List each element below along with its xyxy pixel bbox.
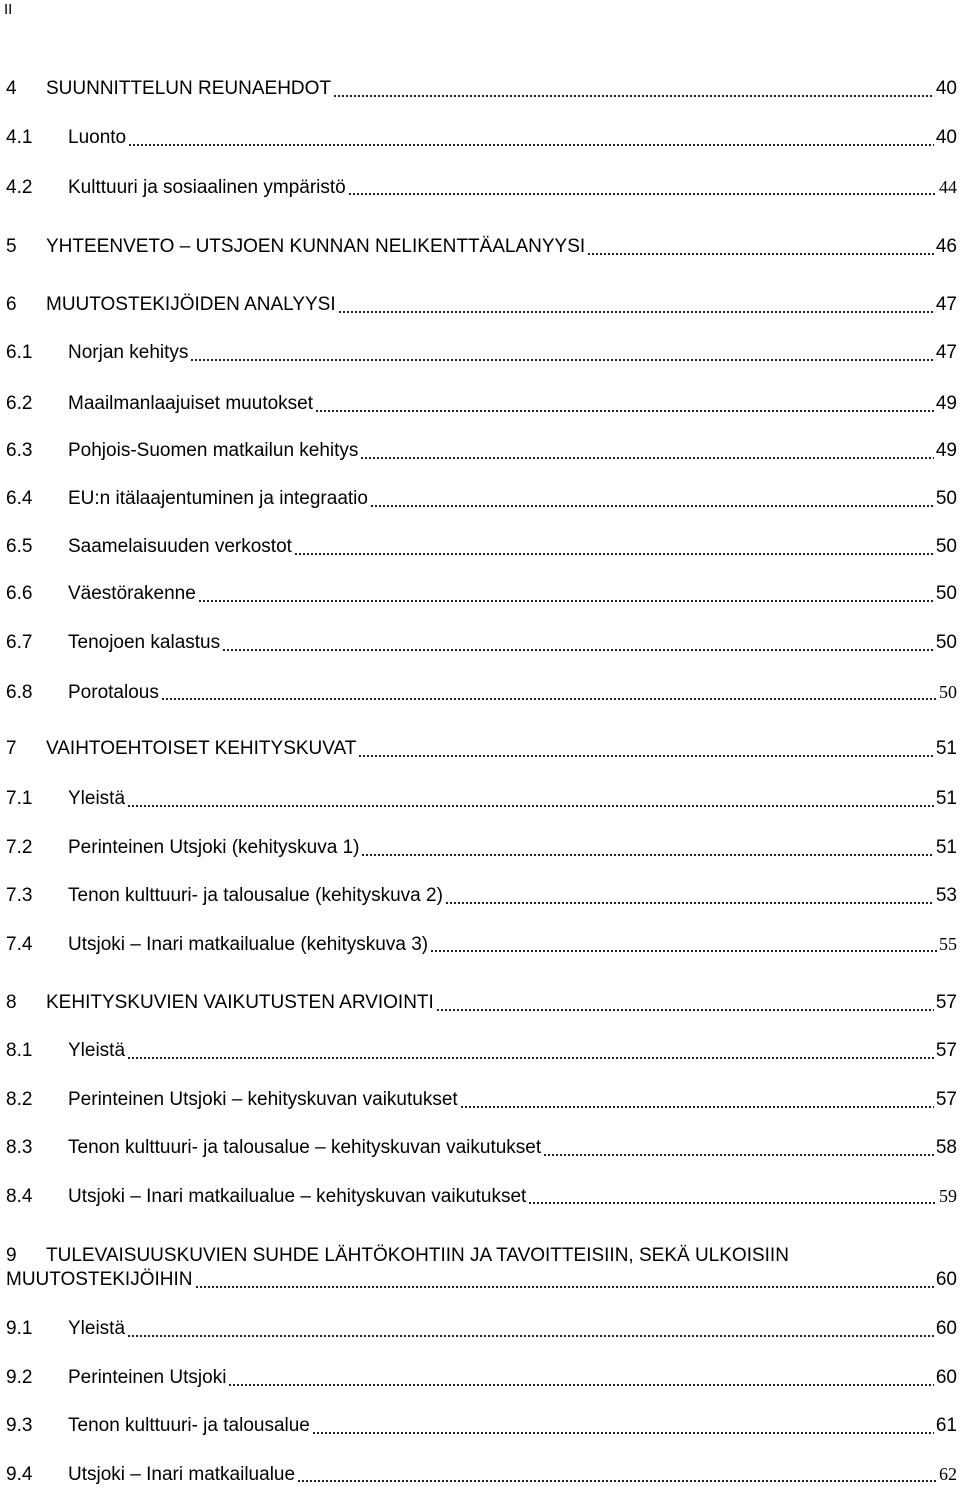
toc-entry[interactable] [6, 1088, 957, 1112]
toc-leader-dots [315, 409, 934, 413]
toc-leader-dots [370, 504, 934, 508]
toc-entry-page: 50 [935, 488, 957, 509]
toc-leader-dots [228, 1383, 933, 1387]
page-number: II [4, 1, 13, 18]
toc-entry-title: Utsjoki – Inari matkailualue – kehityskuvan vaikutukset [68, 1186, 527, 1207]
toc-entry[interactable] [6, 1366, 957, 1390]
toc-entry[interactable] [6, 392, 957, 416]
toc-leader-dots [543, 1153, 934, 1157]
toc-entry-page: 40 [935, 127, 957, 148]
toc-leader-dots [528, 1201, 937, 1205]
toc-entry-page: 50 [935, 536, 957, 557]
toc-entry[interactable] [6, 680, 957, 704]
toc-entry-number: 6.7 [6, 632, 33, 653]
toc-entry-title: Yleistä [68, 1318, 126, 1339]
toc-entry-number: 7.3 [6, 885, 33, 906]
toc-entry-title: Utsjoki – Inari matkailualue (kehityskuva 3) [68, 934, 429, 955]
toc-entry[interactable] [6, 787, 957, 811]
toc-entry-page: 53 [935, 885, 957, 906]
toc-entry-page: 62 [939, 1464, 957, 1484]
toc-leader-dots [430, 949, 937, 953]
toc-entry-page: 46 [935, 236, 957, 257]
toc-entry[interactable] [6, 582, 957, 606]
toc-entry-page: 61 [935, 1415, 957, 1436]
toc-entry[interactable] [6, 737, 957, 761]
toc-entry-page: 57 [935, 1040, 957, 1061]
toc-entry-title: Väestörakenne [68, 583, 196, 604]
toc-leader-dots [333, 94, 934, 98]
toc-entry-title: Luonto [68, 127, 127, 148]
toc-entry[interactable] [6, 991, 957, 1015]
toc-entry-number: 4.2 [6, 177, 33, 198]
toc-entry-page: 50 [939, 682, 957, 702]
toc-leader-dots [294, 552, 934, 556]
toc-leader-dots [297, 1479, 937, 1483]
toc-leader-dots [358, 754, 933, 758]
toc-entry-number: 8.2 [6, 1089, 33, 1110]
toc-entry-title: Pohjois-Suomen matkailun kehitys [68, 440, 359, 461]
toc-entry[interactable] [6, 836, 957, 860]
toc-leader-dots [195, 1285, 934, 1289]
toc-entry-number: 8.1 [6, 1040, 33, 1061]
toc-entry-number: 6 [6, 294, 17, 315]
toc-entry-page: 49 [935, 440, 957, 461]
toc-entry-page: 60 [935, 1367, 957, 1388]
toc-entry-number: 6.3 [6, 440, 33, 461]
toc-entry[interactable] [6, 293, 957, 317]
toc-entry-page: 60 [935, 1318, 957, 1339]
toc-leader-dots [222, 648, 934, 652]
toc-entry-title: Kulttuuri ja sosiaalinen ympäristö [68, 177, 346, 198]
toc-entry[interactable] [6, 631, 957, 655]
toc-entry-number: 8 [6, 992, 17, 1013]
toc-entry-number: 7.1 [6, 788, 33, 809]
toc-entry-page: 60 [935, 1269, 957, 1290]
toc-entry-number: 9.2 [6, 1367, 33, 1388]
toc-entry-title: KEHITYSKUVIEN VAIKUTUSTEN ARVIOINTI [46, 992, 434, 1013]
toc-entry-title: VAIHTOEHTOISET KEHITYSKUVAT [46, 738, 357, 759]
toc-entry-title: Yleistä [68, 1040, 126, 1061]
toc-entry[interactable] [6, 1414, 957, 1438]
toc-entry[interactable] [6, 175, 957, 199]
toc-entry-page: 44 [939, 177, 957, 197]
toc-entry-number: 8.3 [6, 1137, 33, 1158]
toc-entry-title: Norjan kehitys [68, 342, 189, 363]
toc-entry[interactable] [6, 1462, 957, 1486]
toc-entry-title: Perinteinen Utsjoki [68, 1367, 227, 1388]
toc-entry[interactable] [6, 1039, 957, 1063]
toc-entry-title: MUUTOSTEKIJÖIDEN ANALYYSI [46, 294, 336, 315]
toc-entry-number: 7.2 [6, 837, 33, 858]
toc-entry-page: 58 [935, 1137, 957, 1158]
toc-entry-page: 51 [935, 837, 957, 858]
toc-leader-dots [587, 252, 934, 256]
toc-entry-title: Tenon kulttuuri- ja talousalue – kehityskuvan vaikutukset [68, 1137, 542, 1158]
toc-entry-title: Saamelaisuuden verkostot [68, 536, 292, 557]
toc-entry-title: YHTEENVETO – UTSJOEN KUNNAN NELIKENTTÄALANYYSI [46, 236, 586, 257]
toc-entry-page: 47 [935, 342, 957, 363]
toc-leader-dots [436, 1008, 934, 1012]
toc-leader-dots [460, 1105, 934, 1109]
toc-entry-number: 9.1 [6, 1318, 33, 1339]
toc-leader-dots [127, 1334, 934, 1338]
toc-entry-title: Porotalous [68, 682, 159, 703]
toc-entry[interactable] [6, 1184, 957, 1208]
toc-entry[interactable] [6, 126, 957, 150]
toc-entry-title: EU:n itälaajentuminen ja integraatio [68, 488, 368, 509]
toc-entry[interactable] [6, 487, 957, 511]
toc-leader-dots [361, 853, 933, 857]
toc-entry-page: 59 [939, 1186, 957, 1206]
toc-entry-number: 6.1 [6, 342, 33, 363]
toc-entry-number: 8.4 [6, 1186, 33, 1207]
toc-entry-page: 47 [935, 294, 957, 315]
toc-entry-title: Maailmanlaajuiset muutokset [68, 393, 314, 414]
toc-entry-title-line2: MUUTOSTEKIJÖIHIN [6, 1269, 193, 1290]
toc-entry[interactable] [6, 1317, 957, 1341]
toc-entry-number: 4 [6, 78, 17, 99]
toc-entry-number: 6.5 [6, 536, 33, 557]
toc-entry-page: 50 [935, 632, 957, 653]
toc-leader-dots [198, 599, 934, 603]
toc-entry[interactable] [6, 932, 957, 956]
toc-entry-title: Tenon kulttuuri- ja talousalue (kehityskuva 2) [68, 885, 443, 906]
toc-entry-page: 50 [935, 583, 957, 604]
toc-entry-number: 5 [6, 236, 17, 257]
toc-leader-dots [348, 192, 937, 196]
toc-leader-dots [312, 1431, 934, 1435]
toc-leader-dots [127, 1056, 934, 1060]
toc-entry-number: 7 [6, 738, 17, 759]
toc-leader-dots [445, 901, 934, 905]
toc-entry-number: 7.4 [6, 934, 33, 955]
toc-entry[interactable] [6, 439, 957, 463]
toc-entry-title-line1: TULEVAISUUSKUVIEN SUHDE LÄHTÖKOHTIIN JA TAVOITTEISIIN, SEKÄ ULKOISIIN [46, 1245, 789, 1266]
toc-entry-page: 49 [935, 393, 957, 414]
toc-entry-number: 9.3 [6, 1415, 33, 1436]
toc-leader-dots [161, 697, 937, 701]
toc-entry-page: 40 [935, 78, 957, 99]
toc-entry-title: Yleistä [68, 788, 126, 809]
toc-entry-number: 6.4 [6, 488, 33, 509]
toc-entry[interactable] [6, 77, 957, 101]
toc-entry-title: SUUNNITTELUN REUNAEHDOT [46, 78, 332, 99]
toc-entry-number: 4.1 [6, 127, 33, 148]
toc-entry-title: Utsjoki – Inari matkailualue [68, 1464, 296, 1485]
toc-entry[interactable] [6, 535, 957, 559]
toc-entry-title: Perinteinen Utsjoki (kehityskuva 1) [68, 837, 360, 858]
toc-entry-number: 6.6 [6, 583, 33, 604]
toc-entry-title: Perinteinen Utsjoki – kehityskuvan vaikutukset [68, 1089, 458, 1110]
toc-entry[interactable] [6, 235, 957, 259]
toc-entry[interactable] [6, 1136, 957, 1160]
toc-entry-page: 57 [935, 992, 957, 1013]
toc-leader-dots [190, 358, 933, 362]
toc-entry-page: 55 [939, 934, 957, 954]
toc-entry-number: 6.8 [6, 682, 33, 703]
toc-entry-page: 51 [935, 738, 957, 759]
toc-entry-number: 6.2 [6, 393, 33, 414]
toc-leader-dots [360, 456, 933, 460]
toc-leader-dots [127, 804, 934, 808]
toc-entry-title: Tenon kulttuuri- ja talousalue [68, 1415, 310, 1436]
toc-leader-dots [128, 143, 934, 147]
toc-leader-dots [338, 310, 934, 314]
toc-entry-number: 9.4 [6, 1464, 33, 1485]
toc-entry-wrapped[interactable] [6, 1244, 957, 1292]
toc-entry-title: Tenojoen kalastus [68, 632, 221, 653]
toc-entry-page: 51 [935, 788, 957, 809]
toc-entry-page: 57 [935, 1089, 957, 1110]
toc-entry[interactable] [6, 341, 957, 365]
toc-entry-number: 9 [6, 1245, 17, 1266]
toc-entry[interactable] [6, 884, 957, 908]
